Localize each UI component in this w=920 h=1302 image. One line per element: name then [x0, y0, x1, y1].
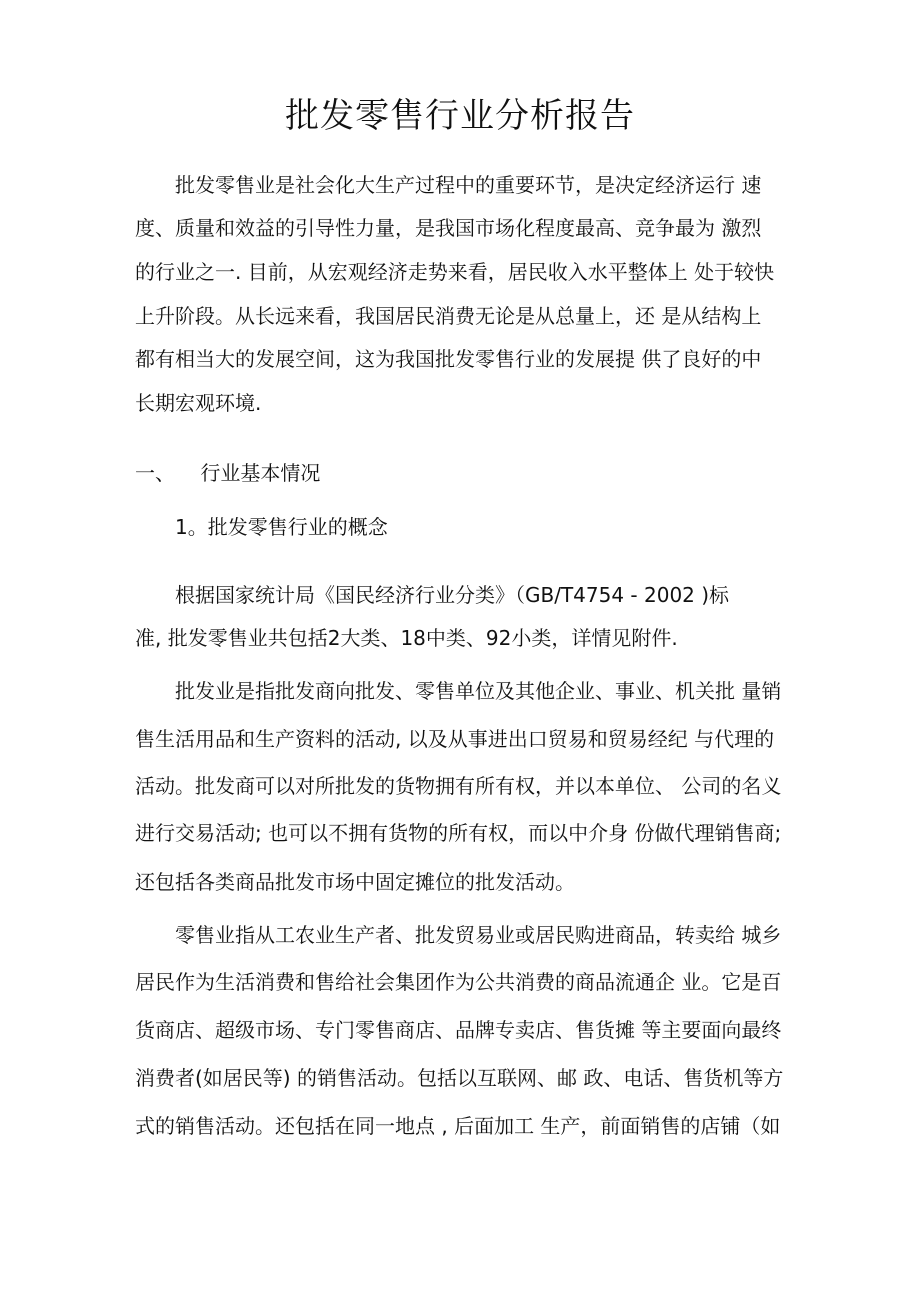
text-line: 售生活用品和生产资料的活动, 以及从事进出口贸易和贸易经纪 与代理的: [135, 727, 775, 751]
document-title: 批发零售行业分析报告: [285, 96, 635, 136]
text-line: 上升阶段。从长远来看，我国居民消费无论是从总量上，还 是从结构上: [135, 304, 762, 328]
text-line: 长期宏观环境.: [135, 391, 262, 415]
section-heading: 一、 行业基本情况: [135, 461, 321, 485]
text-line: 准, 批发零售业共包括2大类、18中类、92小类，详情见附件.: [135, 626, 678, 650]
text-line: 式的销售活动。还包括在同一地点 , 后面加工 生产，前面销售的店铺（如: [135, 1114, 781, 1138]
text-line: 批发零售业是社会化大生产过程中的重要环节，是决定经济运行 速: [175, 173, 762, 197]
text-line: 的行业之一. 目前，从宏观经济走势来看，居民收入水平整体上 处于较快: [135, 260, 775, 284]
text-line: 零售业指从工农业生产者、批发贸易业或居民购进商品，转卖给 城乡: [175, 923, 782, 947]
subsection-heading: 1。批发零售行业的概念: [175, 515, 388, 539]
text-line: 货商店、超级市场、专门零售商店、品牌专卖店、售货摊 等主要面向最终: [135, 1018, 782, 1042]
text-line: 消费者(如居民等) 的销售活动。包括以互联网、邮 政、电话、售货机等方: [135, 1066, 784, 1090]
text-line: 居民作为生活消费和售给社会集团作为公共消费的商品流通企 业。它是百: [135, 970, 782, 994]
text-line: 根据国家统计局《国民经济行业分类》（GB/T4754 - 2002 )标: [175, 583, 730, 607]
text-line: 还包括各类商品批发市场中固定摊位的批发活动。: [135, 870, 575, 894]
text-line: 都有相当大的发展空间，这为我国批发零售行业的发展提 供了良好的中: [135, 347, 762, 371]
text-line: 度、质量和效益的引导性力量，是我国市场化程度最高、竞争最为 激烈: [135, 216, 762, 240]
text-line: 进行交易活动; 也可以不拥有货物的所有权，而以中介身 份做代理销售商;: [135, 821, 782, 845]
text-line: 批发业是指批发商向批发、零售单位及其他企业、事业、机关批 量销: [175, 679, 782, 703]
text-line: 活动。批发商可以对所批发的货物拥有所有权，并以本单位、 公司的名义: [135, 774, 782, 798]
